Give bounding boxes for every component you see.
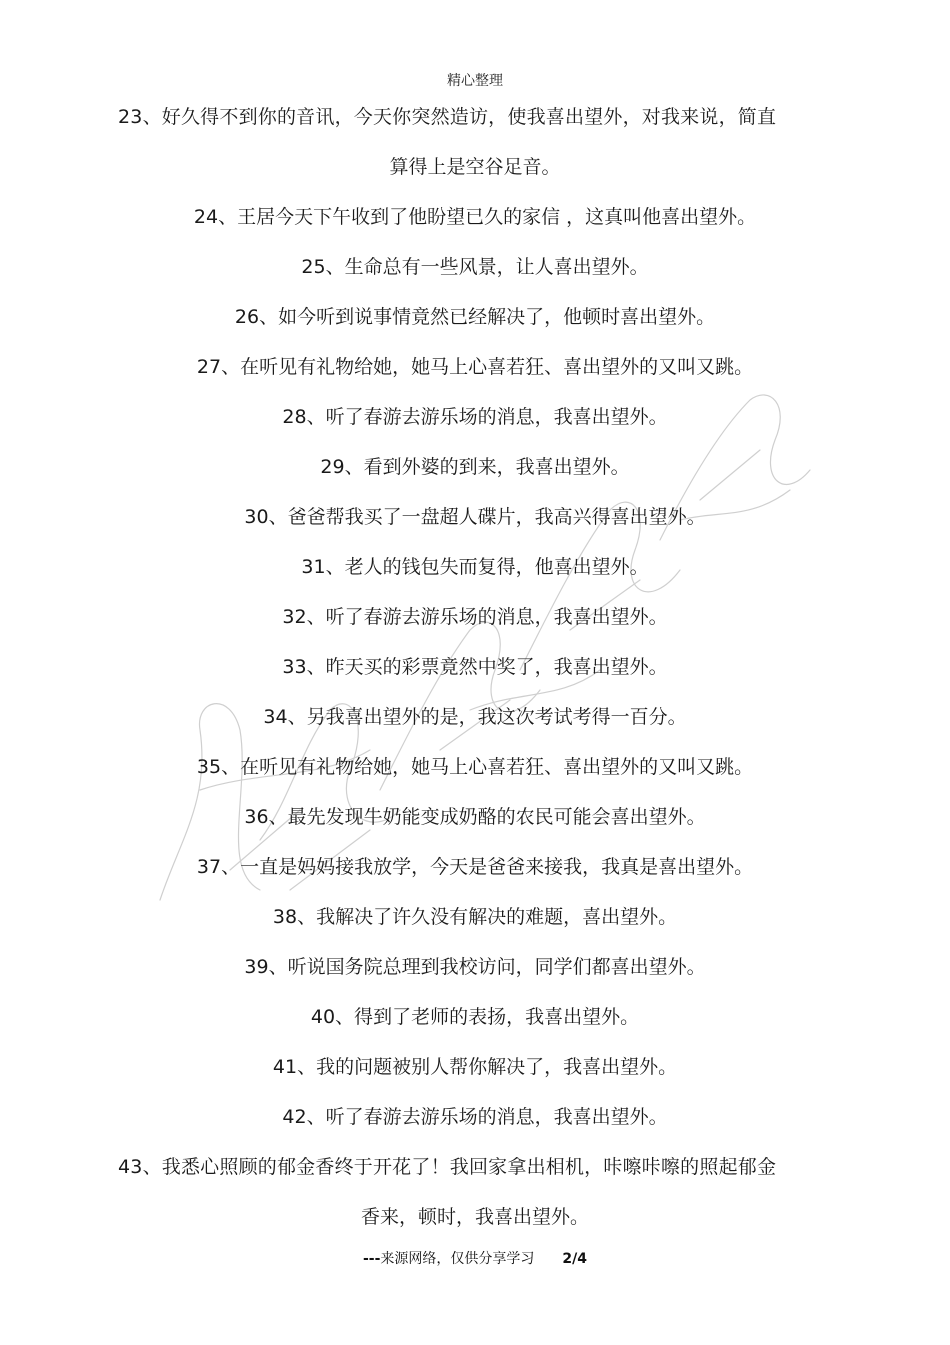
sentence-line: 35、在听见有礼物给她，她马上心喜若狂、喜出望外的又叫又跳。 bbox=[196, 756, 754, 778]
document-body bbox=[0, 92, 950, 1242]
sentence-line: 28、听了春游去游乐场的消息，我喜出望外。 bbox=[282, 406, 668, 428]
sentence-line: 41、我的问题被别人帮你解决了，我喜出望外。 bbox=[272, 1056, 678, 1078]
sentence-line: 24、王居今天下午收到了他盼望已久的家信 ，这真叫他喜出望外。 bbox=[193, 206, 757, 228]
sentence-line: 23、好久得不到你的音讯，今天你突然造访，使我喜出望外，对我来说，简直 bbox=[118, 106, 777, 128]
sentence-line: 34、另我喜出望外的是，我这次考试考得一百分。 bbox=[263, 706, 687, 728]
sentence-line: 43、我悉心照顾的郁金香终于开花了！我回家拿出相机，咔嚓咔嚓的照起郁金 bbox=[118, 1156, 777, 1178]
sentence-line: 40、得到了老师的表扬，我喜出望外。 bbox=[310, 1006, 640, 1028]
sentence-line: 36、最先发现牛奶能变成奶酪的农民可能会喜出望外。 bbox=[244, 806, 706, 828]
sentence-line: 29、看到外婆的到来，我喜出望外。 bbox=[320, 456, 630, 478]
sentence-line: 香来，顿时，我喜出望外。 bbox=[360, 1206, 589, 1228]
sentence-line: 33、昨天买的彩票竟然中奖了，我喜出望外。 bbox=[282, 656, 668, 678]
sentence-line: 27、在听见有礼物给她，她马上心喜若狂、喜出望外的又叫又跳。 bbox=[196, 356, 754, 378]
page-number: 2/4 bbox=[562, 1251, 588, 1267]
sentence-line: 37、一直是妈妈接我放学，今天是爸爸来接我，我真是喜出望外。 bbox=[196, 856, 754, 878]
sentence-line: 38、我解决了许久没有解决的难题，喜出望外。 bbox=[272, 906, 678, 928]
sentence-line: 26、如今听到说事情竟然已经解决了，他顿时喜出望外。 bbox=[234, 306, 716, 328]
sentence-line: 42、听了春游去游乐场的消息，我喜出望外。 bbox=[282, 1106, 668, 1128]
sentence-line: 32、听了春游去游乐场的消息，我喜出望外。 bbox=[282, 606, 668, 628]
sentence-line: 31、老人的钱包失而复得，他喜出望外。 bbox=[301, 556, 649, 578]
footer-source: 来源网络，仅供分享学习 bbox=[380, 1251, 535, 1267]
footer-dash: --- bbox=[362, 1251, 381, 1267]
sentence-line: 25、生命总有一些风景，让人喜出望外。 bbox=[301, 256, 649, 278]
page-footer bbox=[0, 1248, 950, 1268]
sentence-line: 39、听说国务院总理到我校访问，同学们都喜出望外。 bbox=[244, 956, 706, 978]
sentence-line: 算得上是空谷足音。 bbox=[389, 156, 561, 178]
sentence-line: 30、爸爸帮我买了一盘超人碟片，我高兴得喜出望外。 bbox=[244, 506, 706, 528]
page-header: 精心整理 bbox=[447, 73, 503, 89]
